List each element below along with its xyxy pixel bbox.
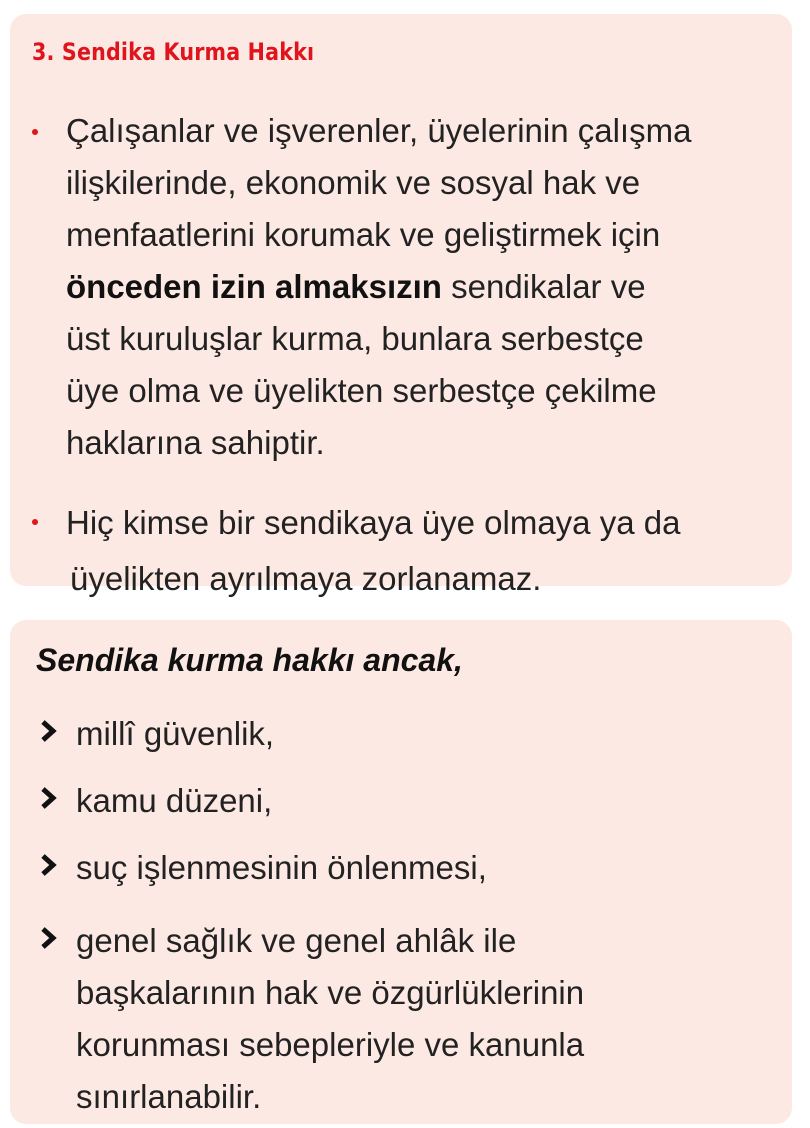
chevron-right-icon [38, 926, 60, 950]
bullet-line: üst kuruluşlar kurma, bunlara serbestçe [66, 320, 644, 357]
bullet-line: üyelikten ayrılmaya zorlanamaz. [70, 560, 542, 597]
restriction-line: genel sağlık ve genel ahlâk ile [76, 922, 517, 959]
bullet-text [66, 105, 778, 469]
restrictions-heading: Sendika kurma hakkı ancak, [36, 642, 463, 678]
bullet-line: üye olma ve üyelikten serbestçe çekilme [66, 372, 657, 409]
restriction-line: korunması sebepleriyle ve kanunla [76, 1026, 585, 1063]
bullet-line: ilişkilerinde, ekonomik ve sosyal hak ve [66, 164, 641, 201]
emphasis-text: önceden izin almaksızın [66, 268, 442, 305]
bullet-dot-icon [32, 129, 38, 135]
restriction-line: sınırlanabilir. [76, 1078, 262, 1115]
chevron-right-icon [38, 853, 60, 877]
bullet-line: sendikalar ve [441, 268, 646, 305]
bullet-text [66, 495, 778, 607]
bullet-line: menfaatlerini korumak ve geliştirmek için [66, 216, 661, 253]
rights-card [10, 14, 792, 597]
restriction-text [76, 915, 766, 1123]
chevron-right-icon [38, 719, 60, 743]
restriction-line: suç işlenmesinin önlenmesi, [76, 849, 487, 886]
section-title: 3. Sendika Kurma Hakkı [32, 38, 315, 66]
restriction-line: millî güvenlik, [76, 715, 275, 752]
restriction-text [76, 708, 766, 760]
bullet-line: Hiç kimse bir sendikaya üye olmaya ya da [66, 504, 681, 541]
restriction-line: başkalarının hak ve özgürlüklerinin [76, 974, 585, 1011]
bullet-dot-icon [32, 519, 38, 525]
restriction-line: kamu düzeni, [76, 782, 273, 819]
restriction-text [76, 842, 766, 894]
bullet-line: Çalışanlar ve işverenler, üyelerinin çalışma [66, 112, 692, 149]
bullet-line: haklarına sahiptir. [66, 424, 325, 461]
restriction-text [76, 775, 766, 827]
chevron-right-icon [38, 786, 60, 810]
